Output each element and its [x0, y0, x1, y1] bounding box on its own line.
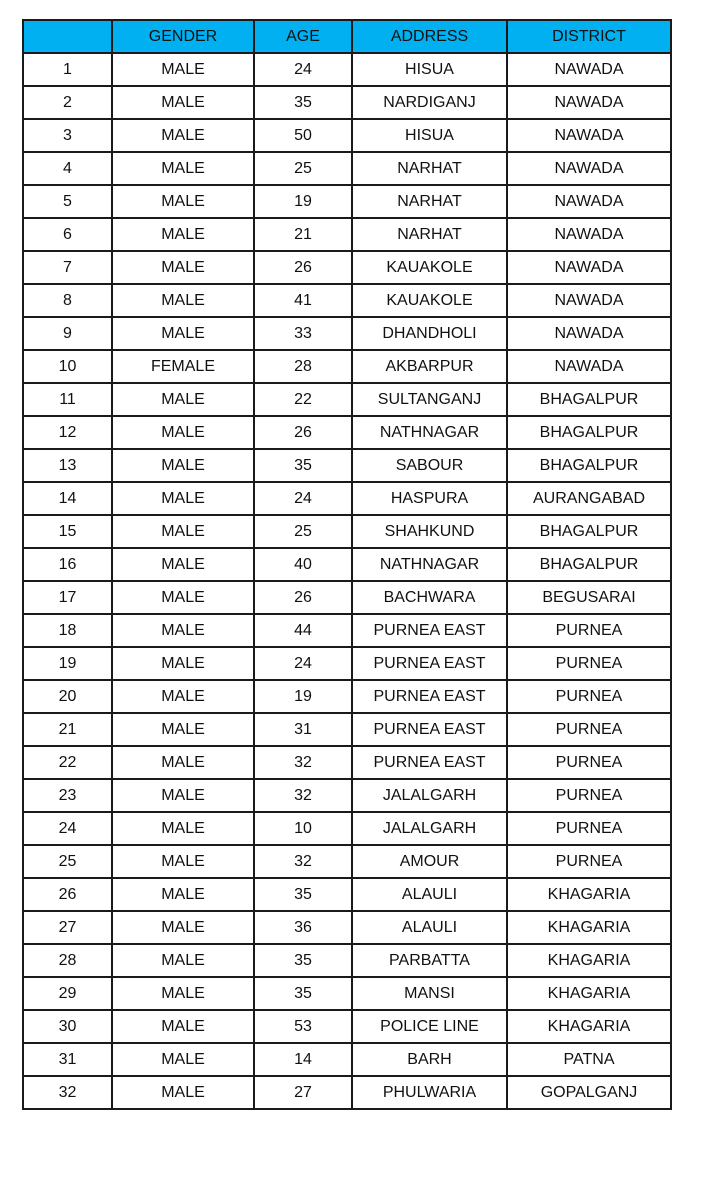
cell-gender: MALE	[112, 1010, 254, 1043]
cell-district: PURNEA	[507, 779, 671, 812]
cell-serial-number: 28	[23, 944, 112, 977]
cell-district: BHAGALPUR	[507, 416, 671, 449]
cell-serial-number: 31	[23, 1043, 112, 1076]
cell-gender: MALE	[112, 614, 254, 647]
cell-address: NARHAT	[352, 218, 507, 251]
cell-age: 41	[254, 284, 352, 317]
table-row	[23, 152, 671, 185]
data-table-container	[22, 19, 672, 1110]
cell-district: NAWADA	[507, 218, 671, 251]
cell-gender: MALE	[112, 581, 254, 614]
cell-age: 10	[254, 812, 352, 845]
cell-address: ALAULI	[352, 878, 507, 911]
cell-gender: FEMALE	[112, 350, 254, 383]
cell-age: 21	[254, 218, 352, 251]
cell-age: 40	[254, 548, 352, 581]
table-row	[23, 1076, 671, 1109]
cell-serial-number: 23	[23, 779, 112, 812]
cell-address: HISUA	[352, 119, 507, 152]
table-row	[23, 1043, 671, 1076]
cell-gender: MALE	[112, 1076, 254, 1109]
table-row	[23, 977, 671, 1010]
header-address: ADDRESS	[352, 20, 507, 53]
cell-district: BEGUSARAI	[507, 581, 671, 614]
cell-serial-number: 5	[23, 185, 112, 218]
cell-age: 24	[254, 53, 352, 86]
cell-serial-number: 29	[23, 977, 112, 1010]
cell-age: 24	[254, 482, 352, 515]
cell-age: 27	[254, 1076, 352, 1109]
cell-age: 28	[254, 350, 352, 383]
cell-district: NAWADA	[507, 350, 671, 383]
cell-gender: MALE	[112, 53, 254, 86]
cell-serial-number: 15	[23, 515, 112, 548]
cell-age: 32	[254, 746, 352, 779]
cell-serial-number: 19	[23, 647, 112, 680]
header-gender: GENDER	[112, 20, 254, 53]
cell-gender: MALE	[112, 86, 254, 119]
cell-age: 14	[254, 1043, 352, 1076]
cell-address: SABOUR	[352, 449, 507, 482]
cell-serial-number: 13	[23, 449, 112, 482]
table-header	[23, 20, 671, 53]
cell-gender: MALE	[112, 185, 254, 218]
table-row	[23, 680, 671, 713]
table-row	[23, 812, 671, 845]
cell-district: NAWADA	[507, 53, 671, 86]
cell-district: PURNEA	[507, 713, 671, 746]
cell-gender: MALE	[112, 218, 254, 251]
cell-gender: MALE	[112, 944, 254, 977]
cell-serial-number: 21	[23, 713, 112, 746]
table-row	[23, 746, 671, 779]
cell-age: 25	[254, 515, 352, 548]
cell-serial-number: 7	[23, 251, 112, 284]
table-row	[23, 449, 671, 482]
cell-address: PURNEA EAST	[352, 713, 507, 746]
cell-serial-number: 4	[23, 152, 112, 185]
table-row	[23, 515, 671, 548]
cell-gender: MALE	[112, 383, 254, 416]
cell-serial-number: 20	[23, 680, 112, 713]
header-row	[23, 20, 671, 53]
cell-age: 25	[254, 152, 352, 185]
cell-serial-number: 25	[23, 845, 112, 878]
cell-gender: MALE	[112, 779, 254, 812]
cell-district: NAWADA	[507, 86, 671, 119]
cell-district: PURNEA	[507, 614, 671, 647]
table-body	[23, 53, 671, 1109]
cell-district: PURNEA	[507, 647, 671, 680]
cell-gender: MALE	[112, 317, 254, 350]
table-row	[23, 581, 671, 614]
cell-address: SHAHKUND	[352, 515, 507, 548]
cell-address: PURNEA EAST	[352, 614, 507, 647]
cell-district: KHAGARIA	[507, 911, 671, 944]
cell-gender: MALE	[112, 119, 254, 152]
cell-district: PURNEA	[507, 845, 671, 878]
cell-district: KHAGARIA	[507, 878, 671, 911]
header-district: DISTRICT	[507, 20, 671, 53]
cell-district: NAWADA	[507, 284, 671, 317]
cell-serial-number: 11	[23, 383, 112, 416]
cell-address: NATHNAGAR	[352, 548, 507, 581]
cell-gender: MALE	[112, 977, 254, 1010]
table-row	[23, 185, 671, 218]
table-row	[23, 482, 671, 515]
cell-district: PURNEA	[507, 680, 671, 713]
cell-age: 35	[254, 86, 352, 119]
cell-address: PURNEA EAST	[352, 680, 507, 713]
cell-age: 35	[254, 977, 352, 1010]
header-serial-number	[23, 20, 112, 53]
cell-district: NAWADA	[507, 152, 671, 185]
table-row	[23, 1010, 671, 1043]
cell-serial-number: 12	[23, 416, 112, 449]
table-row	[23, 86, 671, 119]
cell-district: KHAGARIA	[507, 1010, 671, 1043]
cell-address: HASPURA	[352, 482, 507, 515]
cell-gender: MALE	[112, 746, 254, 779]
cell-age: 53	[254, 1010, 352, 1043]
table-row	[23, 845, 671, 878]
cell-age: 44	[254, 614, 352, 647]
table-row	[23, 383, 671, 416]
cell-serial-number: 30	[23, 1010, 112, 1043]
cell-address: KAUAKOLE	[352, 251, 507, 284]
cell-address: BACHWARA	[352, 581, 507, 614]
table-row	[23, 317, 671, 350]
cell-address: MANSI	[352, 977, 507, 1010]
cell-address: NARHAT	[352, 185, 507, 218]
table-row	[23, 779, 671, 812]
cell-address: HISUA	[352, 53, 507, 86]
cell-gender: MALE	[112, 482, 254, 515]
cell-address: JALALGARH	[352, 812, 507, 845]
cell-address: NARDIGANJ	[352, 86, 507, 119]
cell-address: JALALGARH	[352, 779, 507, 812]
cell-address: BARH	[352, 1043, 507, 1076]
table-row	[23, 416, 671, 449]
cell-age: 26	[254, 251, 352, 284]
cell-district: NAWADA	[507, 185, 671, 218]
cell-address: KAUAKOLE	[352, 284, 507, 317]
cell-gender: MALE	[112, 152, 254, 185]
cell-address: PURNEA EAST	[352, 647, 507, 680]
cell-age: 35	[254, 878, 352, 911]
table-row	[23, 284, 671, 317]
table-row	[23, 614, 671, 647]
cell-serial-number: 6	[23, 218, 112, 251]
table-row	[23, 944, 671, 977]
cell-age: 36	[254, 911, 352, 944]
cell-age: 22	[254, 383, 352, 416]
cell-address: AKBARPUR	[352, 350, 507, 383]
cell-serial-number: 26	[23, 878, 112, 911]
table-row	[23, 713, 671, 746]
cell-gender: MALE	[112, 416, 254, 449]
cell-gender: MALE	[112, 647, 254, 680]
cell-gender: MALE	[112, 713, 254, 746]
cell-serial-number: 17	[23, 581, 112, 614]
table-row	[23, 218, 671, 251]
cell-age: 33	[254, 317, 352, 350]
cell-gender: MALE	[112, 680, 254, 713]
cell-district: NAWADA	[507, 251, 671, 284]
cell-gender: MALE	[112, 812, 254, 845]
cell-serial-number: 22	[23, 746, 112, 779]
cell-address: NATHNAGAR	[352, 416, 507, 449]
cell-serial-number: 1	[23, 53, 112, 86]
table-row	[23, 878, 671, 911]
cell-age: 35	[254, 944, 352, 977]
cell-age: 31	[254, 713, 352, 746]
cell-age: 24	[254, 647, 352, 680]
cell-serial-number: 9	[23, 317, 112, 350]
cell-gender: MALE	[112, 911, 254, 944]
table-row	[23, 548, 671, 581]
cell-district: KHAGARIA	[507, 977, 671, 1010]
cell-address: PHULWARIA	[352, 1076, 507, 1109]
table-row	[23, 350, 671, 383]
cell-age: 32	[254, 779, 352, 812]
cell-gender: MALE	[112, 1043, 254, 1076]
cell-age: 26	[254, 416, 352, 449]
cell-address: AMOUR	[352, 845, 507, 878]
cell-serial-number: 27	[23, 911, 112, 944]
cell-age: 50	[254, 119, 352, 152]
cell-address: PURNEA EAST	[352, 746, 507, 779]
cell-age: 19	[254, 680, 352, 713]
cell-district: PURNEA	[507, 746, 671, 779]
cell-district: KHAGARIA	[507, 944, 671, 977]
cell-district: AURANGABAD	[507, 482, 671, 515]
cell-age: 19	[254, 185, 352, 218]
cell-serial-number: 32	[23, 1076, 112, 1109]
cell-serial-number: 24	[23, 812, 112, 845]
cell-address: ALAULI	[352, 911, 507, 944]
cell-district: GOPALGANJ	[507, 1076, 671, 1109]
cell-address: POLICE LINE	[352, 1010, 507, 1043]
cell-serial-number: 18	[23, 614, 112, 647]
cell-gender: MALE	[112, 284, 254, 317]
table-row	[23, 911, 671, 944]
cell-age: 32	[254, 845, 352, 878]
cell-district: NAWADA	[507, 317, 671, 350]
cell-serial-number: 10	[23, 350, 112, 383]
cell-serial-number: 8	[23, 284, 112, 317]
cell-gender: MALE	[112, 878, 254, 911]
cell-gender: MALE	[112, 515, 254, 548]
cell-serial-number: 16	[23, 548, 112, 581]
cell-district: PATNA	[507, 1043, 671, 1076]
cell-district: NAWADA	[507, 119, 671, 152]
cell-gender: MALE	[112, 449, 254, 482]
cell-district: BHAGALPUR	[507, 449, 671, 482]
cell-age: 35	[254, 449, 352, 482]
cell-address: DHANDHOLI	[352, 317, 507, 350]
cell-address: NARHAT	[352, 152, 507, 185]
cell-gender: MALE	[112, 548, 254, 581]
cell-serial-number: 14	[23, 482, 112, 515]
cell-address: SULTANGANJ	[352, 383, 507, 416]
cell-serial-number: 2	[23, 86, 112, 119]
cell-gender: MALE	[112, 845, 254, 878]
cell-serial-number: 3	[23, 119, 112, 152]
table-row	[23, 647, 671, 680]
table-row	[23, 251, 671, 284]
cell-address: PARBATTA	[352, 944, 507, 977]
table-row	[23, 119, 671, 152]
header-age: AGE	[254, 20, 352, 53]
data-table	[22, 19, 672, 1110]
cell-district: BHAGALPUR	[507, 383, 671, 416]
cell-district: BHAGALPUR	[507, 548, 671, 581]
cell-gender: MALE	[112, 251, 254, 284]
cell-district: PURNEA	[507, 812, 671, 845]
cell-age: 26	[254, 581, 352, 614]
table-row	[23, 53, 671, 86]
cell-district: BHAGALPUR	[507, 515, 671, 548]
